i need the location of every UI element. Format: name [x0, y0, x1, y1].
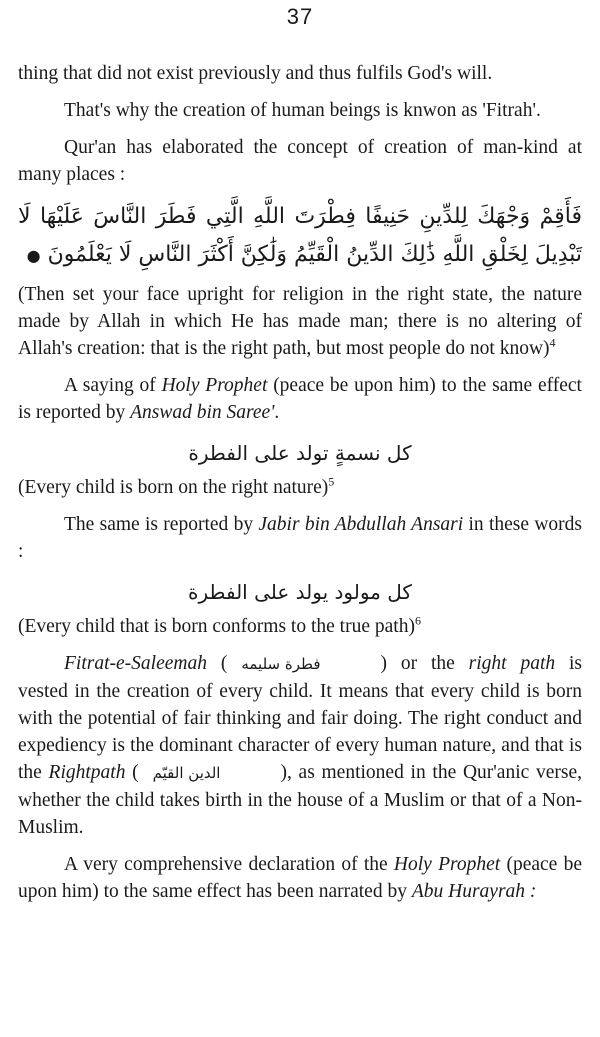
p5-narrator: Answad bin Saree' — [130, 402, 275, 423]
hadith-translation-2 — [18, 613, 582, 640]
p9-text-c: ) or the — [380, 653, 469, 674]
hadith-arabic-1: كل نسمةٍ تولد على الفطرة — [188, 441, 412, 465]
hadith-arabic-2: كل مولود يولد على الفطرة — [188, 580, 412, 604]
quran-verse-text: فَأَقِمْ وَجْهَكَ لِلدِّينِ حَنِيفًا فِطْرَتَ اللَّهِ الَّتِي فَطَرَ النَّاسَ عَلَيْهَا لَا تَبْدِيلَ لِخَلْقِ اللَّهِ ذَٰلِكَ الدِّينُ الْقَيِّمُ وَلَٰكِنَّ أَكْثَرَ النَّاسِ لَا يَعْلَمُونَ — [18, 204, 582, 267]
page-body — [18, 60, 582, 915]
p9-text-g: ( — [125, 762, 139, 783]
p10-text-a: A very comprehensive declaration of the — [64, 854, 394, 875]
hadith-translation-2-text: (Every child that is born conforms to the true path) — [18, 616, 415, 637]
paragraph-7 — [18, 511, 582, 565]
p9-arabic-term: فطرة سليمه — [241, 655, 321, 673]
footnote-ref-4: 4 — [549, 335, 556, 350]
p9-term: Fitrat-e-Saleemah — [64, 653, 207, 674]
p10-holy-prophet: Holy Prophet — [393, 854, 501, 875]
paragraph-9 — [18, 650, 582, 841]
p9-right-path: right path — [468, 653, 556, 674]
paragraph-5 — [18, 372, 582, 426]
footnote-ref-6: 6 — [414, 613, 421, 628]
p9-rightpath: Rightpath — [48, 762, 126, 783]
paragraph-2: That's why the creation of human beings is knwon as 'Fitrah'. — [64, 100, 541, 121]
verse-translation-text: (Then set your face upright for religion in the right state, the nature made by Allah in which He has made man; there is no altering of Allah's creation: that is the right path, but most people do not know) — [18, 284, 582, 359]
p9-text-h: ), as mentioned in the Qur'anic verse, whether the child takes birth in the house of a Muslim or that of a Non-Muslim. — [18, 762, 582, 838]
p10-narrator: Abu Hurayrah : — [411, 881, 537, 902]
paragraph-1: thing that did not exist previously and thus fulfils God's will. — [18, 63, 493, 84]
verse-translation — [18, 281, 582, 362]
p10-text-c: (peace be upon him) to the same effect has been narrated by — [18, 854, 582, 902]
paragraph-3: Qur'an has elaborated the concept of creation of man-kind at many places : — [18, 137, 582, 185]
p5-holy-prophet: Holy Prophet — [161, 375, 268, 396]
p7-narrator: Jabir bin Abdullah Ansari — [258, 514, 464, 535]
p7-text-a: The same is reported by — [64, 514, 259, 535]
p9-text-b: ( — [206, 653, 228, 674]
p9-arabic-term-2: الدين القيّم — [152, 764, 221, 782]
page-number: 37 — [286, 4, 314, 29]
hadith-translation-1-text: (Every child is born on the right nature) — [18, 477, 329, 498]
quran-verse — [18, 198, 582, 275]
p9-text-e: is vested in the creation of every child. It means that every child is born with the potential of fair thinking and fair doing. The right conduct and expediency is the dominant character of every human nature, and that is the — [18, 653, 583, 783]
footnote-ref-5: 5 — [328, 474, 335, 489]
hadith-translation-1 — [18, 474, 582, 501]
p5-text-c: (peace be upon him) to the same effect is reported by — [18, 375, 582, 423]
p7-text-c: in these words : — [18, 514, 582, 562]
p5-text-e: . — [274, 402, 280, 423]
verse-end-icon: ● — [26, 246, 41, 265]
paragraph-10 — [18, 851, 582, 905]
p5-text-a: A saying of — [64, 375, 162, 396]
